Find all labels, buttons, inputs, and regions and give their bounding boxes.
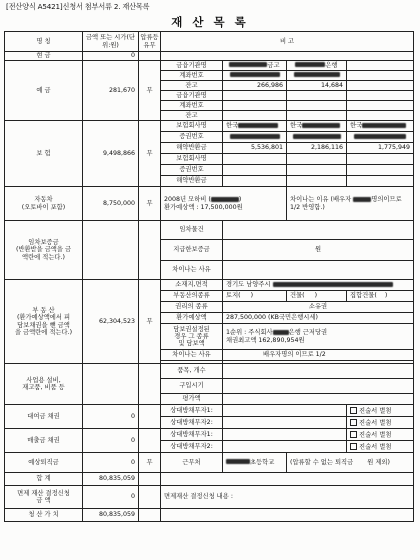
lease-deposit-unit: 원 bbox=[223, 240, 414, 261]
redacted-bank bbox=[229, 62, 267, 67]
sales-debtor1-label: 상대방채무자1: bbox=[161, 429, 223, 441]
loan-debtor1-label: 상대방채무자1: bbox=[161, 405, 223, 417]
realestate-diff-value: 배우자명의 이므로 1/2 bbox=[223, 350, 414, 361]
vehicle-reason-suffix: 명의이므로 1/2 반영함.) bbox=[290, 196, 402, 211]
type-land: 토지( bbox=[226, 292, 241, 300]
severance-amount: 0 bbox=[83, 453, 139, 473]
exempt-label-sub: 금 액 bbox=[36, 497, 51, 504]
table-row-insurance bbox=[5, 121, 414, 132]
lease-label-sub: (반환받을 금액을 금 bbox=[15, 246, 72, 254]
deposit-account-label-2: 계좌번호 bbox=[161, 101, 223, 111]
deposit-amount: 281,670 bbox=[83, 61, 139, 121]
type-close: ) bbox=[384, 292, 388, 300]
redacted-plate bbox=[211, 196, 242, 204]
secured-line1-a: 1순위 : 주식회사 bbox=[226, 329, 273, 337]
exempt-amount: 0 bbox=[83, 486, 139, 509]
table-row-lease bbox=[5, 221, 414, 240]
redacted-company bbox=[362, 123, 406, 128]
table-row-exempt bbox=[5, 486, 414, 509]
insurance-company-label-2: 보험회사명 bbox=[161, 154, 223, 165]
realestate-type-label: 부동산의종류 bbox=[161, 291, 223, 302]
equipment-date-label: 구입시기 bbox=[161, 379, 223, 394]
vehicle-desc: 2008년 모하비 ( bbox=[164, 196, 211, 204]
loan-attached-checkbox-1[interactable] bbox=[350, 407, 357, 414]
cash-amount: 0 bbox=[83, 52, 139, 61]
vehicle-amount: 8,750,000 bbox=[83, 187, 139, 221]
sales-debtor2-label: 상대방채무자2: bbox=[161, 441, 223, 453]
deposit-balance-label: 잔고 bbox=[161, 81, 223, 91]
realestate-est-value: 287,500,000 (KB국민은행시세) bbox=[223, 313, 414, 324]
redacted-policy bbox=[354, 134, 406, 139]
company-prefix: 한국 bbox=[226, 122, 239, 130]
sales-attached-checkbox-2[interactable] bbox=[350, 443, 357, 450]
realestate-location-prefix: 경기도 남양주시 bbox=[226, 281, 271, 289]
company-prefix: 한국 bbox=[350, 122, 363, 130]
redacted-bank bbox=[273, 330, 289, 335]
deposit-balance-label-2: 잔고 bbox=[161, 111, 223, 121]
redacted-policy bbox=[293, 134, 341, 139]
table-row-deposit bbox=[5, 61, 414, 71]
deposit-balance-2: 14,684 bbox=[287, 81, 347, 91]
insurance-policy-label: 증권번호 bbox=[161, 132, 223, 143]
vehicle-desc-end: ) bbox=[238, 196, 242, 204]
deposit-institution-label-2: 금융기관명 bbox=[161, 91, 223, 101]
redacted-account bbox=[230, 72, 280, 77]
severance-seizure: 무 bbox=[139, 453, 161, 473]
insurance-refund-label: 해약반환금 bbox=[161, 143, 223, 154]
insurance-company-label: 보험회사명 bbox=[161, 121, 223, 132]
sales-attached-checkbox-1[interactable] bbox=[350, 431, 357, 438]
deposit-balance-1: 266,986 bbox=[223, 81, 287, 91]
exempt-note: 면제재산 결정신청 내용 : bbox=[161, 486, 414, 509]
insurance-refund-label-2: 해약반환금 bbox=[161, 176, 223, 187]
equipment-value-label: 평가액 bbox=[161, 394, 223, 405]
table-row-sales bbox=[5, 429, 414, 441]
insurance-refund-2: 2,186,116 bbox=[287, 143, 347, 154]
realestate-label-sub2: 담보채권을 뺀 금액 bbox=[17, 321, 70, 329]
equipment-item-label: 품목, 개수 bbox=[161, 364, 223, 379]
vehicle-reason-prefix: 차이나는 이유 (배우자 bbox=[290, 196, 352, 204]
type-close: ) bbox=[250, 292, 254, 300]
insurance-seizure: 무 bbox=[139, 121, 161, 187]
deposit-account-label: 계좌번호 bbox=[161, 71, 223, 81]
form-header: [전산양식 A5421]신청서 첨부서류 2. 재산목록 bbox=[6, 2, 150, 11]
liquidation-amount: 80,835,059 bbox=[83, 509, 139, 522]
lease-deposit-label: 지급한보증금 bbox=[161, 240, 223, 261]
company-prefix: 한국 bbox=[290, 122, 303, 130]
table-row-realestate bbox=[5, 280, 414, 291]
equipment-label: 사업용 설비, bbox=[26, 376, 61, 384]
table-row-liquidation bbox=[5, 509, 414, 522]
loan-amount: 0 bbox=[83, 405, 139, 429]
sales-amount: 0 bbox=[83, 429, 139, 453]
loan-attached-label: 진술서 별첨 bbox=[359, 419, 392, 427]
lease-label-sub2: 액란에 적는다.) bbox=[22, 253, 65, 261]
realestate-rights-label: 권리의 종류 bbox=[161, 302, 223, 313]
table-row-cash bbox=[5, 52, 414, 61]
insurance-policy-label-2: 증권번호 bbox=[161, 165, 223, 176]
redacted-policy bbox=[230, 134, 280, 139]
deposit-label: 예 금 bbox=[5, 61, 83, 121]
exempt-label: 면제 재산 결정신청 bbox=[17, 489, 70, 497]
type-aggregate: 집합건물( bbox=[350, 292, 377, 300]
table-header-row bbox=[5, 32, 414, 52]
deposit-seizure: 무 bbox=[139, 61, 161, 121]
cash-label: 현 금 bbox=[5, 52, 83, 61]
sales-attached-label: 진술서 별첨 bbox=[359, 431, 392, 439]
realestate-label: 부 동 산 bbox=[32, 307, 55, 315]
severance-note-end: 원 제외) bbox=[367, 458, 390, 466]
lease-diff-label: 차이나는 사유 bbox=[161, 261, 223, 280]
vehicle-label-sub: (오토바이 포함) bbox=[21, 203, 66, 211]
insurance-refund-3: 1,775,949 bbox=[347, 143, 414, 154]
redacted-company bbox=[302, 123, 340, 128]
col-note-header: 비 고 bbox=[161, 32, 414, 52]
col-name-header: 명 칭 bbox=[5, 32, 83, 52]
bank2-suffix: 은행 bbox=[325, 61, 338, 69]
redacted-name bbox=[353, 197, 371, 202]
page-title: 재 산 목 록 bbox=[171, 15, 249, 29]
severance-workplace: 초등학교 bbox=[250, 458, 275, 466]
severance-workplace-label: 근무처 bbox=[161, 453, 223, 473]
secured-line2: 채권최고액 162,890,954원 bbox=[226, 336, 305, 344]
total-label: 합 계 bbox=[5, 473, 83, 486]
realestate-secured-label: 담보권설정된 bbox=[173, 325, 210, 333]
bank1-suffix: 금고 bbox=[267, 61, 280, 69]
severance-note: (압류할 수 없는 퇴직금 bbox=[290, 458, 354, 466]
loan-attached-checkbox-2[interactable] bbox=[350, 419, 357, 426]
property-list-table bbox=[4, 31, 414, 522]
col-amount-header: 금액 또는 시가(단위:원) bbox=[83, 32, 139, 52]
insurance-label: 보 험 bbox=[5, 121, 83, 187]
redacted-company bbox=[238, 123, 278, 128]
vehicle-seizure: 무 bbox=[139, 187, 161, 221]
type-building: 건물( bbox=[290, 292, 305, 300]
vehicle-label: 자동차 bbox=[34, 196, 53, 204]
sales-attached-label: 진술서 별첨 bbox=[359, 443, 392, 451]
table-row-vehicle bbox=[5, 187, 414, 221]
realestate-location-label: 소재지,면적 bbox=[161, 280, 223, 291]
table-row-severance bbox=[5, 453, 414, 473]
sales-label: 매출금 채권 bbox=[5, 429, 83, 453]
equipment-label-sub: 재고품, 비품 등 bbox=[22, 384, 65, 391]
insurance-amount: 9,498,866 bbox=[83, 121, 139, 187]
loan-label: 대여금 채권 bbox=[5, 405, 83, 429]
insurance-refund-1: 5,536,801 bbox=[223, 143, 287, 154]
redacted-account bbox=[294, 72, 340, 77]
realestate-amount: 62,304,523 bbox=[83, 280, 139, 364]
realestate-label-sub: (환가예상액에서 피 bbox=[16, 314, 71, 322]
realestate-secured-label-2: 경우 그 종류 bbox=[174, 332, 209, 340]
secured-line1-b: 은행 근저당권 bbox=[288, 329, 328, 337]
redacted-address bbox=[273, 282, 393, 287]
realestate-diff-label: 차이나는 사유 bbox=[161, 350, 223, 361]
vehicle-estimate: 환가예상액 : 17,500,000원 bbox=[164, 203, 243, 211]
lease-property-label: 임차물건 bbox=[161, 221, 223, 240]
liquidation-label: 청 산 가 치 bbox=[5, 509, 83, 522]
realestate-label-sub3: 을 금액란에 적는다.) bbox=[14, 328, 73, 336]
loan-debtor2-label: 상대방채무자2: bbox=[161, 417, 223, 429]
realestate-seizure: 무 bbox=[139, 280, 161, 364]
redacted-school bbox=[226, 459, 250, 464]
redacted-bank bbox=[295, 62, 325, 67]
table-row-total bbox=[5, 473, 414, 486]
realestate-secured-label-3: 및 담보액 bbox=[178, 340, 205, 348]
realestate-rights-value: 소유권 bbox=[223, 302, 414, 313]
lease-label: 임차보증금 bbox=[28, 239, 59, 247]
col-seizure-header: 압류등 유무 bbox=[139, 32, 161, 52]
type-close: ) bbox=[314, 292, 318, 300]
loan-attached-label: 진술서 별첨 bbox=[359, 407, 392, 415]
severance-label: 예상퇴직금 bbox=[5, 453, 83, 473]
total-amount: 80,835,059 bbox=[83, 473, 139, 486]
table-row-equipment bbox=[5, 364, 414, 379]
deposit-institution-label: 금융기관명 bbox=[161, 61, 223, 71]
table-row-loan bbox=[5, 405, 414, 417]
realestate-est-label: 환가예상액 bbox=[161, 313, 223, 324]
